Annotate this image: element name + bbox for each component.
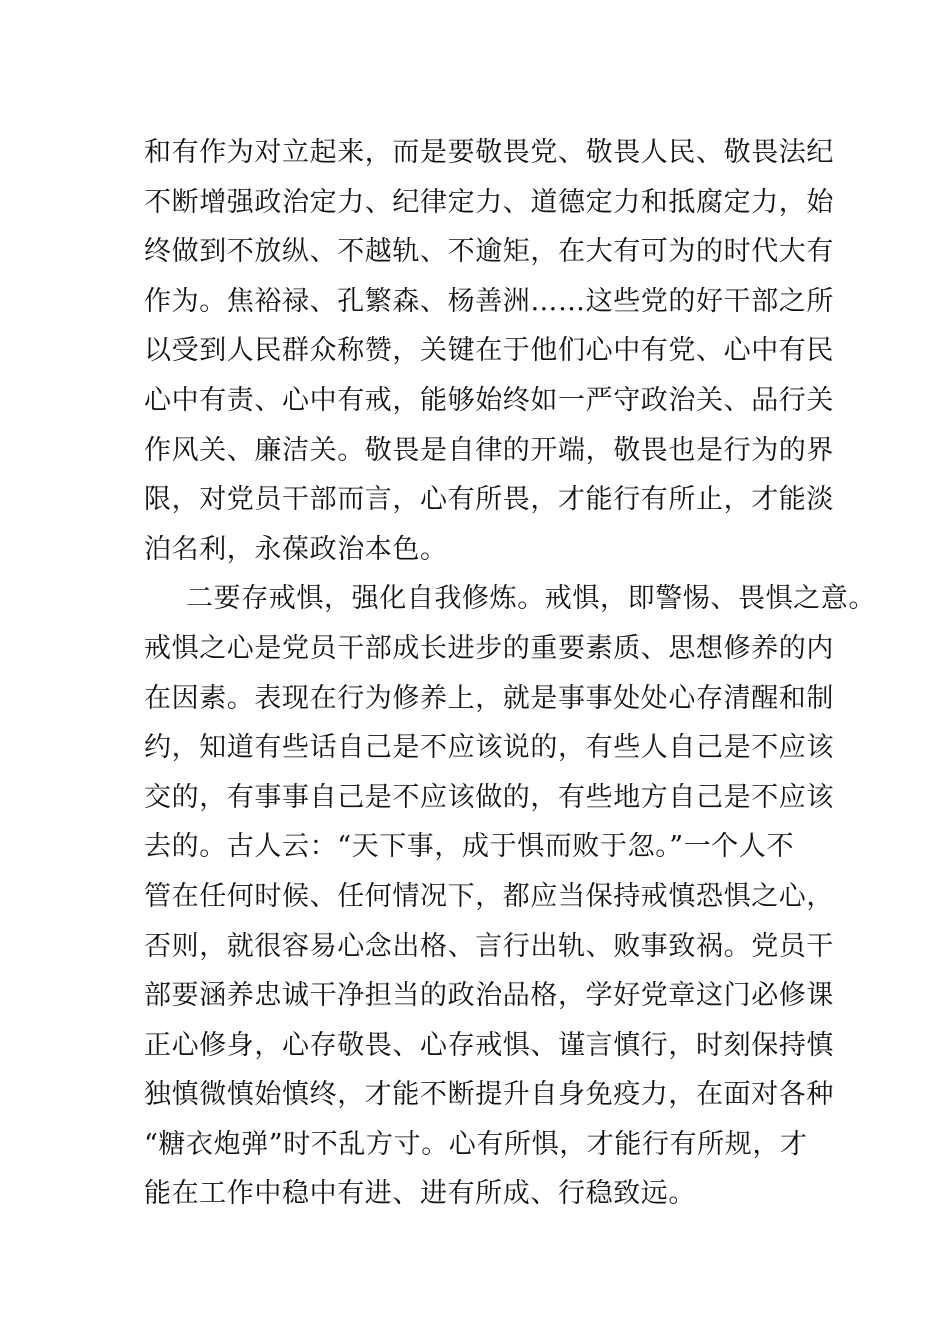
- text-line: 去的。古人云：“天下事，成于惧而败于忽。”一个人不: [144, 831, 795, 863]
- text-line: 交的，有事事自己是不应该做的，有些地方自己是不应该: [144, 781, 834, 813]
- text-line: 约，知道有些话自己是不应该说的，有些人自己是不应该: [144, 732, 834, 764]
- text-line: 作为。焦裕禄、孔繁森、杨善洲……这些党的好干部之所: [144, 285, 834, 317]
- text-line: 在因素。表现在行为修养上，就是事事处处心存清醒和制: [144, 682, 834, 714]
- text-line: 限，对党员干部而言，心有所畏，才能行有所止，才能淡: [144, 484, 834, 516]
- text-line: 不断增强政治定力、纪律定力、道德定力和抵腐定力，始: [144, 186, 834, 218]
- text-line: 终做到不放纵、不越轨、不逾矩，在大有可为的时代大有: [144, 236, 834, 268]
- paragraph-start-line: 二要存戒惧，强化自我修炼。戒惧，即警惕、畏惧之意。: [186, 583, 876, 615]
- text-line: 心中有责、心中有戒，能够始终如一严守政治关、品行关: [144, 384, 834, 416]
- text-line: 部要涵养忠诚干净担当的政治品格，学好党章这门必修课: [144, 980, 834, 1012]
- text-line: “糖衣炮弹”时不乱方寸。心有所惧，才能行有所规，才: [144, 1128, 808, 1160]
- text-line: 作风关、廉洁关。敬畏是自律的开端，敬畏也是行为的界: [144, 434, 834, 466]
- text-line: 正心修身，心存敬畏、心存戒惧、谨言慎行，时刻保持慎: [144, 1029, 834, 1061]
- text-line: 戒惧之心是党员干部成长进步的重要素质、思想修养的内: [144, 632, 834, 664]
- text-line: 否则，就很容易心念出格、言行出轨、败事致祸。党员干: [144, 930, 834, 962]
- text-line: 管在任何时候、任何情况下，都应当保持戒慎恐惧之心，: [144, 880, 834, 912]
- text-line: 以受到人民群众称赞，关键在于他们心中有党、心中有民: [144, 335, 834, 367]
- document-body: [144, 128, 876, 1219]
- text-line: 能在工作中稳中有进、进有所成、行稳致远。: [144, 1178, 696, 1210]
- text-line: 泊名利，永葆政治本色。: [144, 533, 448, 565]
- text-line: 和有作为对立起来，而是要敬畏党、敬畏人民、敬畏法纪: [144, 137, 834, 168]
- text-line: 独慎微慎始慎终，才能不断提升自身免疫力，在面对各种: [144, 1079, 834, 1111]
